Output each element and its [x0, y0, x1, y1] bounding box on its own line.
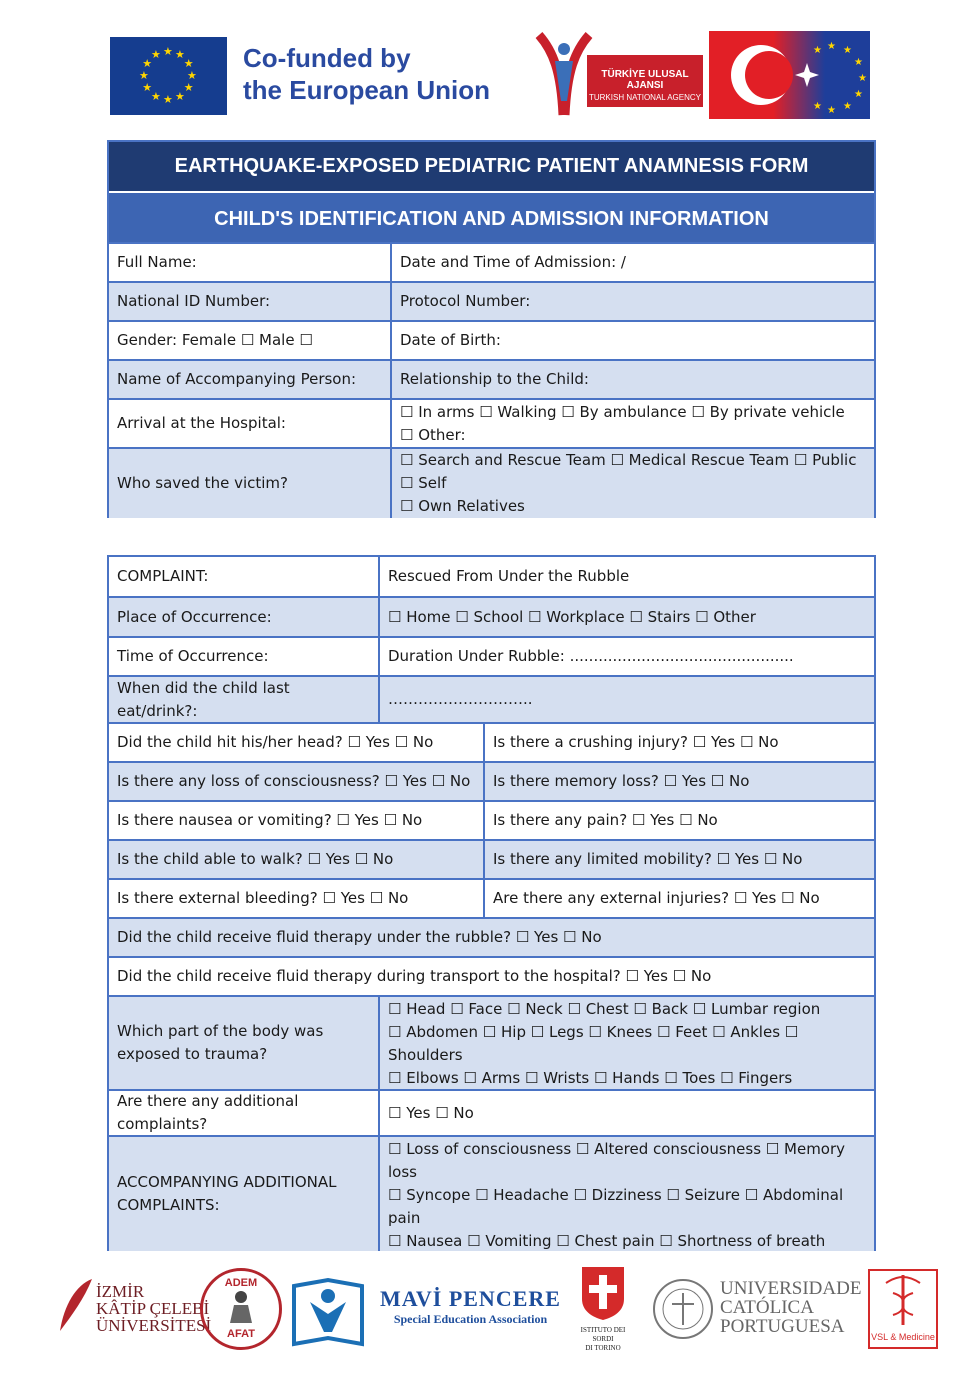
feather-icon — [56, 1275, 96, 1335]
question-left: Did the child hit his/her head? ☐ Yes ☐ No — [117, 733, 434, 751]
cell-label: ACCOMPANYING ADDITIONAL COMPLAINTS: — [117, 1173, 337, 1214]
question-left: Is there nausea or vomiting? ☐ Yes ☐ No — [117, 811, 423, 829]
university-seal-icon — [652, 1278, 714, 1340]
svg-text:★: ★ — [858, 73, 867, 84]
time-of-occurrence-row — [109, 636, 874, 675]
sordi-line-1: ISTITUTO DEI SORDI — [580, 1326, 626, 1343]
cell-value: ☐ Search and Rescue Team ☐ Medical Rescue Team ☐ Public ☐ Self ☐ Own Relatives — [400, 451, 857, 515]
cell-value: Protocol Number: — [400, 292, 531, 310]
ucp-line-3: PORTUGUESA — [720, 1316, 845, 1337]
cell-label: When did the child last eat/drink?: — [117, 678, 290, 720]
section-title: CHILD'S IDENTIFICATION AND ADMISSION INFORMATION — [109, 191, 874, 242]
additional-complaints-row — [109, 1089, 874, 1135]
adem-afat-logo — [200, 1268, 282, 1350]
adem-top-text: ADEM — [224, 1277, 258, 1289]
cofunded-line-1: Co-funded by — [243, 43, 411, 73]
fluid-under-rubble-question: Did the child receive fluid therapy under the rubble? ☐ Yes ☐ No — [117, 928, 602, 946]
svg-text:★: ★ — [827, 41, 836, 52]
cell-label: Which part of the body was exposed to trauma? — [117, 1022, 324, 1063]
complaint-row — [109, 555, 874, 596]
ikc-line-1: İZMİR — [96, 1282, 145, 1301]
cell-value: Date of Birth: — [400, 331, 501, 349]
vsl-text: VSL & Medicine — [871, 1332, 935, 1342]
eu-star-icon: ★ — [187, 69, 197, 82]
cell-label: Arrival at the Hospital: — [117, 414, 286, 432]
question-right: Is there any pain? ☐ Yes ☐ No — [493, 811, 718, 829]
fluid-transport-question: Did the child receive fluid therapy during transport to the hospital? ☐ Yes ☐ No — [117, 967, 712, 985]
eu-star-icon: ★ — [151, 48, 161, 62]
question-row — [109, 722, 874, 761]
eu-star-icon: ★ — [139, 69, 149, 82]
id-row-gender — [109, 320, 874, 359]
question-right: Is there any limited mobility? ☐ Yes ☐ No — [493, 850, 803, 868]
question-row — [109, 761, 874, 800]
question-left: Is the child able to walk? ☐ Yes ☐ No — [117, 850, 394, 868]
shield-cross-icon — [580, 1265, 626, 1321]
place-of-occurrence-row — [109, 596, 874, 636]
eu-star-icon: ★ — [142, 57, 153, 70]
turkish-national-agency-logo — [533, 31, 705, 119]
question-row — [109, 839, 874, 878]
cell-label: Place of Occurrence: — [117, 607, 272, 626]
sordi-line-2: DI TORINO — [585, 1344, 621, 1352]
form-title: EARTHQUAKE-EXPOSED PEDIATRIC PATIENT ANAMNESIS FORM — [109, 142, 874, 191]
open-book-person-icon — [290, 1270, 366, 1348]
cofunded-text — [243, 42, 490, 106]
mavi-pencere-logo — [378, 1286, 563, 1327]
agency-name-tr: TÜRKİYE ULUSAL AJANSI — [601, 69, 689, 91]
turkey-eu-flag-logo — [709, 31, 870, 119]
cell-label: Name of Accompanying Person: — [117, 370, 357, 388]
cell-value: ☐ In arms ☐ Walking ☐ By ambulance ☐ By private vehicle ☐ Other: — [400, 402, 845, 444]
eu-star-icon: ★ — [163, 45, 173, 58]
cell-value: ☐ Home ☐ School ☐ Workplace ☐ Stairs ☐ Other — [388, 607, 756, 626]
cofunded-line-2: the European Union — [243, 75, 490, 105]
last-eat-drink-row — [109, 675, 874, 722]
accompanying-complaints-row — [109, 1135, 874, 1251]
svg-text:★: ★ — [813, 101, 822, 112]
fluid-under-rubble-row — [109, 917, 874, 956]
eu-star-icon: ★ — [142, 81, 153, 94]
accompanying-options: ☐ Loss of consciousness ☐ Altered consciousness ☐ Memory loss ☐ Syncope ☐ Headache ☐ Dizziness ☐ Seizure ☐ Abdominal pain ☐ Nausea ☐ Vomiting ☐ Chest pain ☐ Shortness of breath — [388, 1140, 846, 1250]
cell-label: Are there any additional complaints? — [117, 1092, 299, 1133]
question-row — [109, 878, 874, 917]
eu-star-icon: ★ — [183, 57, 194, 70]
cell-value: ……………………….. — [388, 690, 533, 708]
cell-value: Rescued From Under the Rubble — [388, 567, 630, 585]
id-row-arrival — [109, 398, 874, 447]
cell-value: Date and Time of Admission: / — [400, 253, 626, 271]
question-right: Are there any external injuries? ☐ Yes ☐ No — [493, 889, 820, 907]
sordi-torino-logo — [572, 1265, 634, 1351]
body-part-row — [109, 995, 874, 1089]
eu-star-icon: ★ — [151, 89, 161, 103]
question-row — [109, 800, 874, 839]
cell-label: National ID Number: — [117, 292, 271, 310]
cell-label: Gender: Female ☐ Male ☐ — [117, 331, 313, 349]
ucp-line-1: UNIVERSIDADE — [720, 1278, 862, 1299]
id-row-accompanying — [109, 359, 874, 398]
svg-text:★: ★ — [843, 101, 852, 112]
ucp-line-2: CATÓLICA — [720, 1297, 814, 1318]
mavi-pencere-subtitle: Special Education Association — [393, 1312, 548, 1326]
ucp-university-logo — [652, 1278, 862, 1342]
cell-label: Who saved the victim? — [117, 474, 288, 492]
svg-text:★: ★ — [854, 57, 863, 68]
svg-text:★: ★ — [843, 45, 852, 56]
cell-value: Relationship to the Child: — [400, 370, 589, 388]
book-person-logo — [290, 1270, 366, 1348]
question-right: Is there a crushing injury? ☐ Yes ☐ No — [493, 733, 779, 751]
eu-flag-logo — [110, 37, 227, 115]
adem-bottom-text: AFAT — [227, 1328, 255, 1340]
crescent-star-icon — [709, 31, 870, 119]
ikc-line-2: KÂTİP ÇELEBİ — [96, 1299, 210, 1318]
agency-name-en: TURKISH NATIONAL AGENCY — [588, 93, 702, 102]
adem-figure-icon — [226, 1289, 256, 1323]
eu-star-icon: ★ — [175, 48, 185, 62]
eu-star-icon: ★ — [183, 81, 194, 94]
complaint-table — [107, 555, 876, 1251]
cell-label: COMPLAINT: — [117, 567, 209, 585]
id-row-who-saved — [109, 447, 874, 518]
cell-value: Duration Under Rubble: ............................................... — [388, 647, 794, 665]
body-part-options: ☐ Head ☐ Face ☐ Neck ☐ Chest ☐ Back ☐ Lumbar region ☐ Abdomen ☐ Hip ☐ Legs ☐ Knees ☐ Feet ☐ Ankles ☐ Shoulders ☐ Elbows ☐ Arms ☐ Wrists ☐ Hands ☐ Toes ☐ Fingers — [388, 1000, 821, 1087]
cell-label: Time of Occurrence: — [117, 647, 269, 665]
mavi-pencere-title: MAVİ PENCERE — [380, 1286, 561, 1311]
svg-text:★: ★ — [854, 89, 863, 100]
ikc-line-3: ÜNİVERSİTESİ — [96, 1316, 212, 1335]
id-row-national-id — [109, 281, 874, 320]
additional-options: ☐ Yes ☐ No — [388, 1103, 474, 1122]
svg-text:★: ★ — [813, 45, 822, 56]
identification-table — [107, 140, 876, 518]
fluid-transport-row — [109, 956, 874, 995]
question-left: Is there any loss of consciousness? ☐ Yes ☐ No — [117, 772, 471, 790]
eu-star-icon: ★ — [163, 93, 173, 106]
svg-text:★: ★ — [827, 105, 836, 116]
id-row-full-name — [109, 242, 874, 281]
question-left: Is there external bleeding? ☐ Yes ☐ No — [117, 889, 409, 907]
vsl-medicine-logo — [868, 1269, 938, 1349]
cell-label: Full Name: — [117, 253, 197, 271]
agency-emblem-icon — [533, 31, 593, 119]
ikc-university-logo — [56, 1275, 212, 1345]
question-right: Is there memory loss? ☐ Yes ☐ No — [493, 772, 750, 790]
eu-star-icon: ★ — [175, 89, 185, 103]
caduceus-icon — [878, 1271, 928, 1327]
